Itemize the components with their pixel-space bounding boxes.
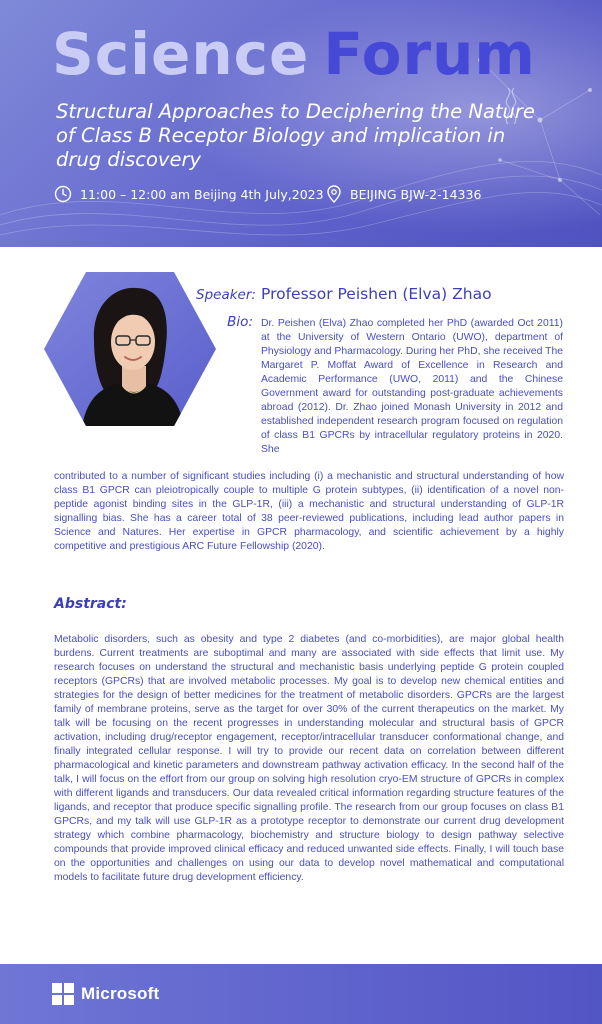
abstract-heading: Abstract:	[54, 596, 127, 612]
title-word-science: Science	[52, 20, 310, 88]
event-time	[54, 183, 324, 205]
bio-text-part1: Dr. Peishen (Elva) Zhao completed her PhD (awarded Oct 2011) at the University of Western Ontario (UWO), department of Physiology and Pharmacology. During her PhD, she received The Margaret P. Moffat Award of Excellence in Research and Academic Performance (UWO, 2011) and the Chinese Government award for outstanding post-graduate achievements abroad (2012). Dr. Zhao joined Monash University in 2012 and established independent research program focused on regulation of class B1 GPCRs by intracellular regulatory proteins in 2020. She	[261, 318, 563, 455]
speaker-label: Speaker:	[196, 287, 256, 303]
talk-title: Structural Approaches to Deciphering the Nature of Class B Receptor Biology and implication in drug discovery	[56, 100, 535, 171]
microsoft-logo-icon	[52, 983, 74, 1005]
clock-icon	[54, 185, 72, 203]
abstract-text: Metabolic disorders, such as obesity and type 2 diabetes (and co-morbidities), are major global health burdens. Current treatments are suboptimal and many are associated with side effects that limit use. My research focuses on understand the structural and mechanistic basis underlying peptide G protein coupled receptors (GPCRs) that are involved metabolic processes. My goal is to develop new chemical entities and strategies for the design of better medicines for the treatment of metabolic disorders. GPCRs are the largest family of membrane proteins, serve as the target for over 30% of the current therapeutics on the market. My talk will be focusing on the recent progresses in understanding molecular and structural basis of GPCR activation, including drug/receptor engagement, receptor/intracellular transducer conformational change, and finally integrated cellular response. I will try to provide our recent data on correlation between different pharmacological and kinetic parameters and downstream pathway activation efficacy. In the second half of the talk, I will focus on the effort from our group on solving high resolution cryo-EM structure of GPCRs in complex with different ligands and transducers. Our data revealed critical information regarding structure features of the ligands, and receptor that produce specific signalling profile. The research from our group focuses on class B1 GPCRs, and my talk will use GLP-1R as a prototype receptor to demonstrate our current drug development strategy which combine pharmacology, biochemistry and structure biology to design pathway selective compounds that provide improved clinical efficacy and reduced unwanted side effects. Finally, I will touch base on the opportunities and challenges on using our data to develop novel mathematical and computational models to facilitate future drug development efficiency.	[54, 634, 564, 883]
location-pin-icon	[326, 185, 342, 203]
footer-bar	[0, 964, 602, 1024]
title-word-forum: Forum	[323, 20, 536, 88]
event-time-text: 11:00 – 12:00 am Beijing 4th July,2023	[80, 186, 324, 202]
bio-text-part2: contributed to a number of significant studies including (i) a mechanistic and structural understanding of how class B1 GPCR can pleiotropically couple to multiple G protein subtypes, (ii) identification of a novel non-peptide agonist binding sites in the GLP-1R, (iii) a mechanistic and structural understanding of GLP-1R signalling bias. She has a career total of 38 peer-reviewed publications, including lead author papers in Science and Natures. Her expertise in GPCR pharmacology, and scientific achievement by a highly competitive and prestigious ARC Future Fellowship (2020).	[54, 471, 564, 552]
page-title	[52, 20, 536, 88]
microsoft-logo	[52, 983, 159, 1005]
speaker-portrait-illustration	[42, 270, 218, 428]
bio-label: Bio:	[227, 314, 253, 330]
header-banner	[0, 0, 602, 247]
event-location	[326, 183, 481, 205]
speaker-row	[196, 285, 492, 303]
event-location-text: BEIJING BJW-2-14336	[350, 186, 482, 202]
speaker-name: Professor Peishen (Elva) Zhao	[261, 285, 492, 303]
microsoft-logo-text: Microsoft	[81, 984, 160, 1003]
speaker-photo	[42, 270, 218, 428]
